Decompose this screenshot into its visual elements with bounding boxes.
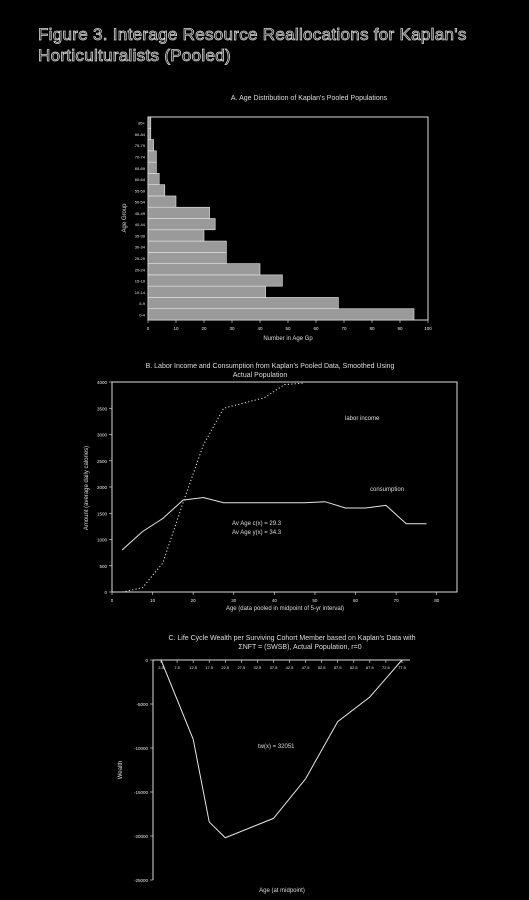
chart-c-ylabel: Wealth	[118, 760, 124, 780]
chart-c-xtick-label: 47.5	[301, 665, 310, 670]
chart-a-bar-35-39	[148, 230, 204, 241]
chart-b-ytick-label: 1000	[96, 537, 107, 543]
chart-c-xtick-label: 67.5	[365, 665, 374, 670]
chart-a-xtick-label: 90	[397, 326, 403, 331]
chart-a-xtick-label: 10	[173, 326, 179, 331]
chart-a-xlabel: Number in Age Gp	[263, 336, 313, 342]
chart-a-bar-5-9	[148, 297, 338, 308]
chart-a-ytick-label: 55-59	[134, 188, 145, 194]
chart-c-title-line1: C. Life Cycle Wealth per Surviving Cohort Member based on Kaplan's Data with	[168, 635, 416, 642]
chart-a-y-ticks	[135, 121, 146, 318]
chart-b-annotation-2: Av Age y(x) = 34.3	[232, 530, 282, 536]
figure-title-line1: Figure 3. Interage Resource Reallocations for Kaplan's	[38, 25, 467, 44]
chart-b-x-ticks	[111, 592, 440, 603]
chart-b-ytick-label: 0	[104, 590, 107, 595]
chart-c-xtick-label: 2.5	[158, 665, 164, 670]
chart-a-ytick-label: 15-19	[134, 278, 145, 284]
chart-a-ytick-label: 10-14	[134, 289, 145, 295]
chart-b-ytick-label: 1500	[96, 511, 107, 517]
chart-b-xtick-label: 70	[393, 598, 399, 603]
chart-a-xtick-label: 60	[313, 326, 319, 331]
chart-b-title-line1: B. Labor Income and Consumption from Kaplan's Pooled Data, Smoothed Using	[145, 363, 395, 370]
chart-b-xtick-label: 10	[150, 598, 156, 603]
chart-a-ytick-label: 65-69	[134, 165, 145, 171]
chart-b-title-line2: Actual Population	[232, 372, 288, 379]
figure-title	[38, 24, 508, 66]
chart-a-bar-0-4	[148, 309, 414, 320]
chart-b-xtick-label: 30	[231, 598, 237, 603]
chart-a-ytick-label: 80-84	[134, 131, 145, 137]
chart-a-bar-70-74	[148, 151, 156, 162]
chart-b-y-ticks	[97, 380, 112, 595]
chart-a-bar-75-79	[148, 140, 154, 151]
chart-c-xtick-label: 52.5	[317, 665, 326, 670]
chart-b-ytick-label: 3500	[96, 406, 107, 412]
chart-b-xtick-label: 80	[434, 598, 440, 603]
chart-b-annotation-1: Av Age c(x) = 29.3	[232, 521, 282, 527]
chart-a-xtick-label: 80	[369, 326, 375, 331]
chart-c-life-cycle-wealth	[0, 630, 529, 900]
chart-a-bar-20-24	[148, 264, 260, 275]
figure-title-line2: Horticulturalists (Pooled)	[38, 46, 231, 65]
chart-a-bar-10-14	[148, 286, 266, 297]
chart-a-bar-60-64	[148, 173, 159, 184]
chart-a-xtick-label: 70	[341, 326, 347, 331]
chart-a-ytick-label: 35-39	[134, 233, 145, 239]
chart-c-annotation: tw(x) = 32051	[258, 744, 295, 750]
chart-b-labor-consumption	[0, 358, 529, 620]
chart-c-ytick-label: 0	[145, 658, 148, 663]
chart-c-ytick-label: -10000	[133, 746, 148, 751]
chart-a-bar-80-84	[148, 128, 151, 139]
chart-a-xtick-label: 100	[424, 326, 432, 331]
chart-a-bar-45-49	[148, 207, 210, 218]
chart-c-ytick-label: -20000	[133, 834, 148, 839]
chart-c-xtick-label: 37.5	[269, 665, 278, 670]
chart-a-bar-15-19	[148, 275, 282, 286]
chart-c-ytick-label: -25000	[133, 878, 148, 883]
chart-a-ytick-label: 40-44	[134, 222, 145, 228]
chart-b-xlabel: Age (data pooled in midpoint of 5-yr interval)	[225, 606, 345, 612]
chart-a-x-ticks	[147, 320, 433, 331]
chart-a-ytick-label: 70-74	[134, 154, 145, 160]
chart-c-xtick-label: 22.5	[221, 665, 230, 670]
chart-c-xtick-label: 57.5	[333, 665, 342, 670]
chart-a-bar-40-44	[148, 219, 215, 230]
chart-a-xtick-label: 50	[285, 326, 291, 331]
chart-a-ytick-label: 60-64	[134, 177, 145, 183]
chart-c-xtick-label: 17.5	[205, 665, 214, 670]
chart-c-xtick-label: 7.5	[174, 665, 180, 670]
chart-a-ytick-label: 50-54	[134, 199, 145, 205]
chart-c-xtick-label: 72.5	[382, 665, 390, 670]
chart-a-bar-85+	[148, 117, 151, 128]
chart-a-bar-30-34	[148, 241, 226, 252]
chart-a-ytick-label: 5-9	[139, 301, 145, 307]
chart-b-xtick-label: 20	[190, 598, 196, 603]
chart-c-xtick-label: 32.5	[253, 665, 262, 670]
chart-c-xtick-label: 77.5	[398, 665, 406, 670]
chart-b-ytick-label: 4000	[96, 380, 107, 385]
chart-c-xtick-label: 12.5	[189, 665, 198, 670]
chart-a-bar-65-69	[148, 162, 156, 173]
chart-c-title-line2: ΣNFT = (SWSB), Actual Population, r=0	[238, 644, 362, 651]
chart-c-x-ticks	[158, 660, 406, 670]
chart-a-xtick-label: 40	[257, 326, 263, 331]
chart-b-ytick-label: 3000	[96, 432, 107, 438]
chart-c-xtick-label: 27.5	[237, 665, 246, 670]
chart-a-xtick-label: 30	[229, 326, 235, 331]
chart-a-ytick-label: 85+	[138, 120, 145, 126]
chart-a-ytick-label: 30-34	[134, 244, 145, 250]
chart-a-ytick-label: 75-79	[134, 143, 145, 149]
chart-b-xtick-label: 50	[312, 598, 318, 603]
chart-b-series-label-labor: labor income	[345, 416, 380, 422]
chart-a-title: A. Age Distribution of Kaplan's Pooled Populations	[230, 95, 388, 102]
chart-b-xtick-label: 60	[353, 598, 359, 603]
chart-b-line-labor-income	[122, 383, 305, 592]
chart-b-ylabel: Amount (average daily calories)	[84, 445, 90, 531]
chart-a-xtick-label: 0	[146, 326, 150, 331]
chart-a-age-distribution	[0, 88, 529, 358]
chart-c-ytick-label: -5000	[136, 702, 148, 707]
chart-a-bar-50-54	[148, 196, 176, 207]
chart-a-bar-25-29	[148, 252, 226, 263]
chart-b-ytick-label: 2000	[96, 485, 107, 490]
chart-a-ytick-label: 20-24	[134, 267, 145, 273]
chart-a-bar-55-59	[148, 185, 165, 196]
chart-b-ytick-label: 500	[99, 563, 107, 569]
chart-b-xtick-label: 0	[110, 598, 114, 603]
chart-a-ylabel: Age Group	[122, 203, 128, 233]
chart-b-series-label-consumption: consumption	[370, 487, 405, 493]
chart-a-xtick-label: 20	[201, 326, 207, 331]
chart-b-xtick-label: 40	[271, 598, 277, 603]
chart-c-ytick-label: -15000	[133, 790, 148, 795]
chart-c-xlabel: Age (at midpoint)	[259, 888, 305, 894]
chart-a-ytick-label: 45-49	[134, 210, 145, 216]
chart-a-ytick-label: 0-4	[139, 312, 145, 318]
chart-b-ytick-label: 2500	[96, 458, 107, 464]
chart-c-y-ticks	[134, 658, 153, 883]
chart-a-ytick-label: 25-29	[134, 255, 145, 261]
chart-c-xtick-label: 62.5	[349, 665, 358, 670]
chart-c-xtick-label: 42.5	[285, 665, 294, 670]
chart-a-bars	[148, 117, 414, 320]
